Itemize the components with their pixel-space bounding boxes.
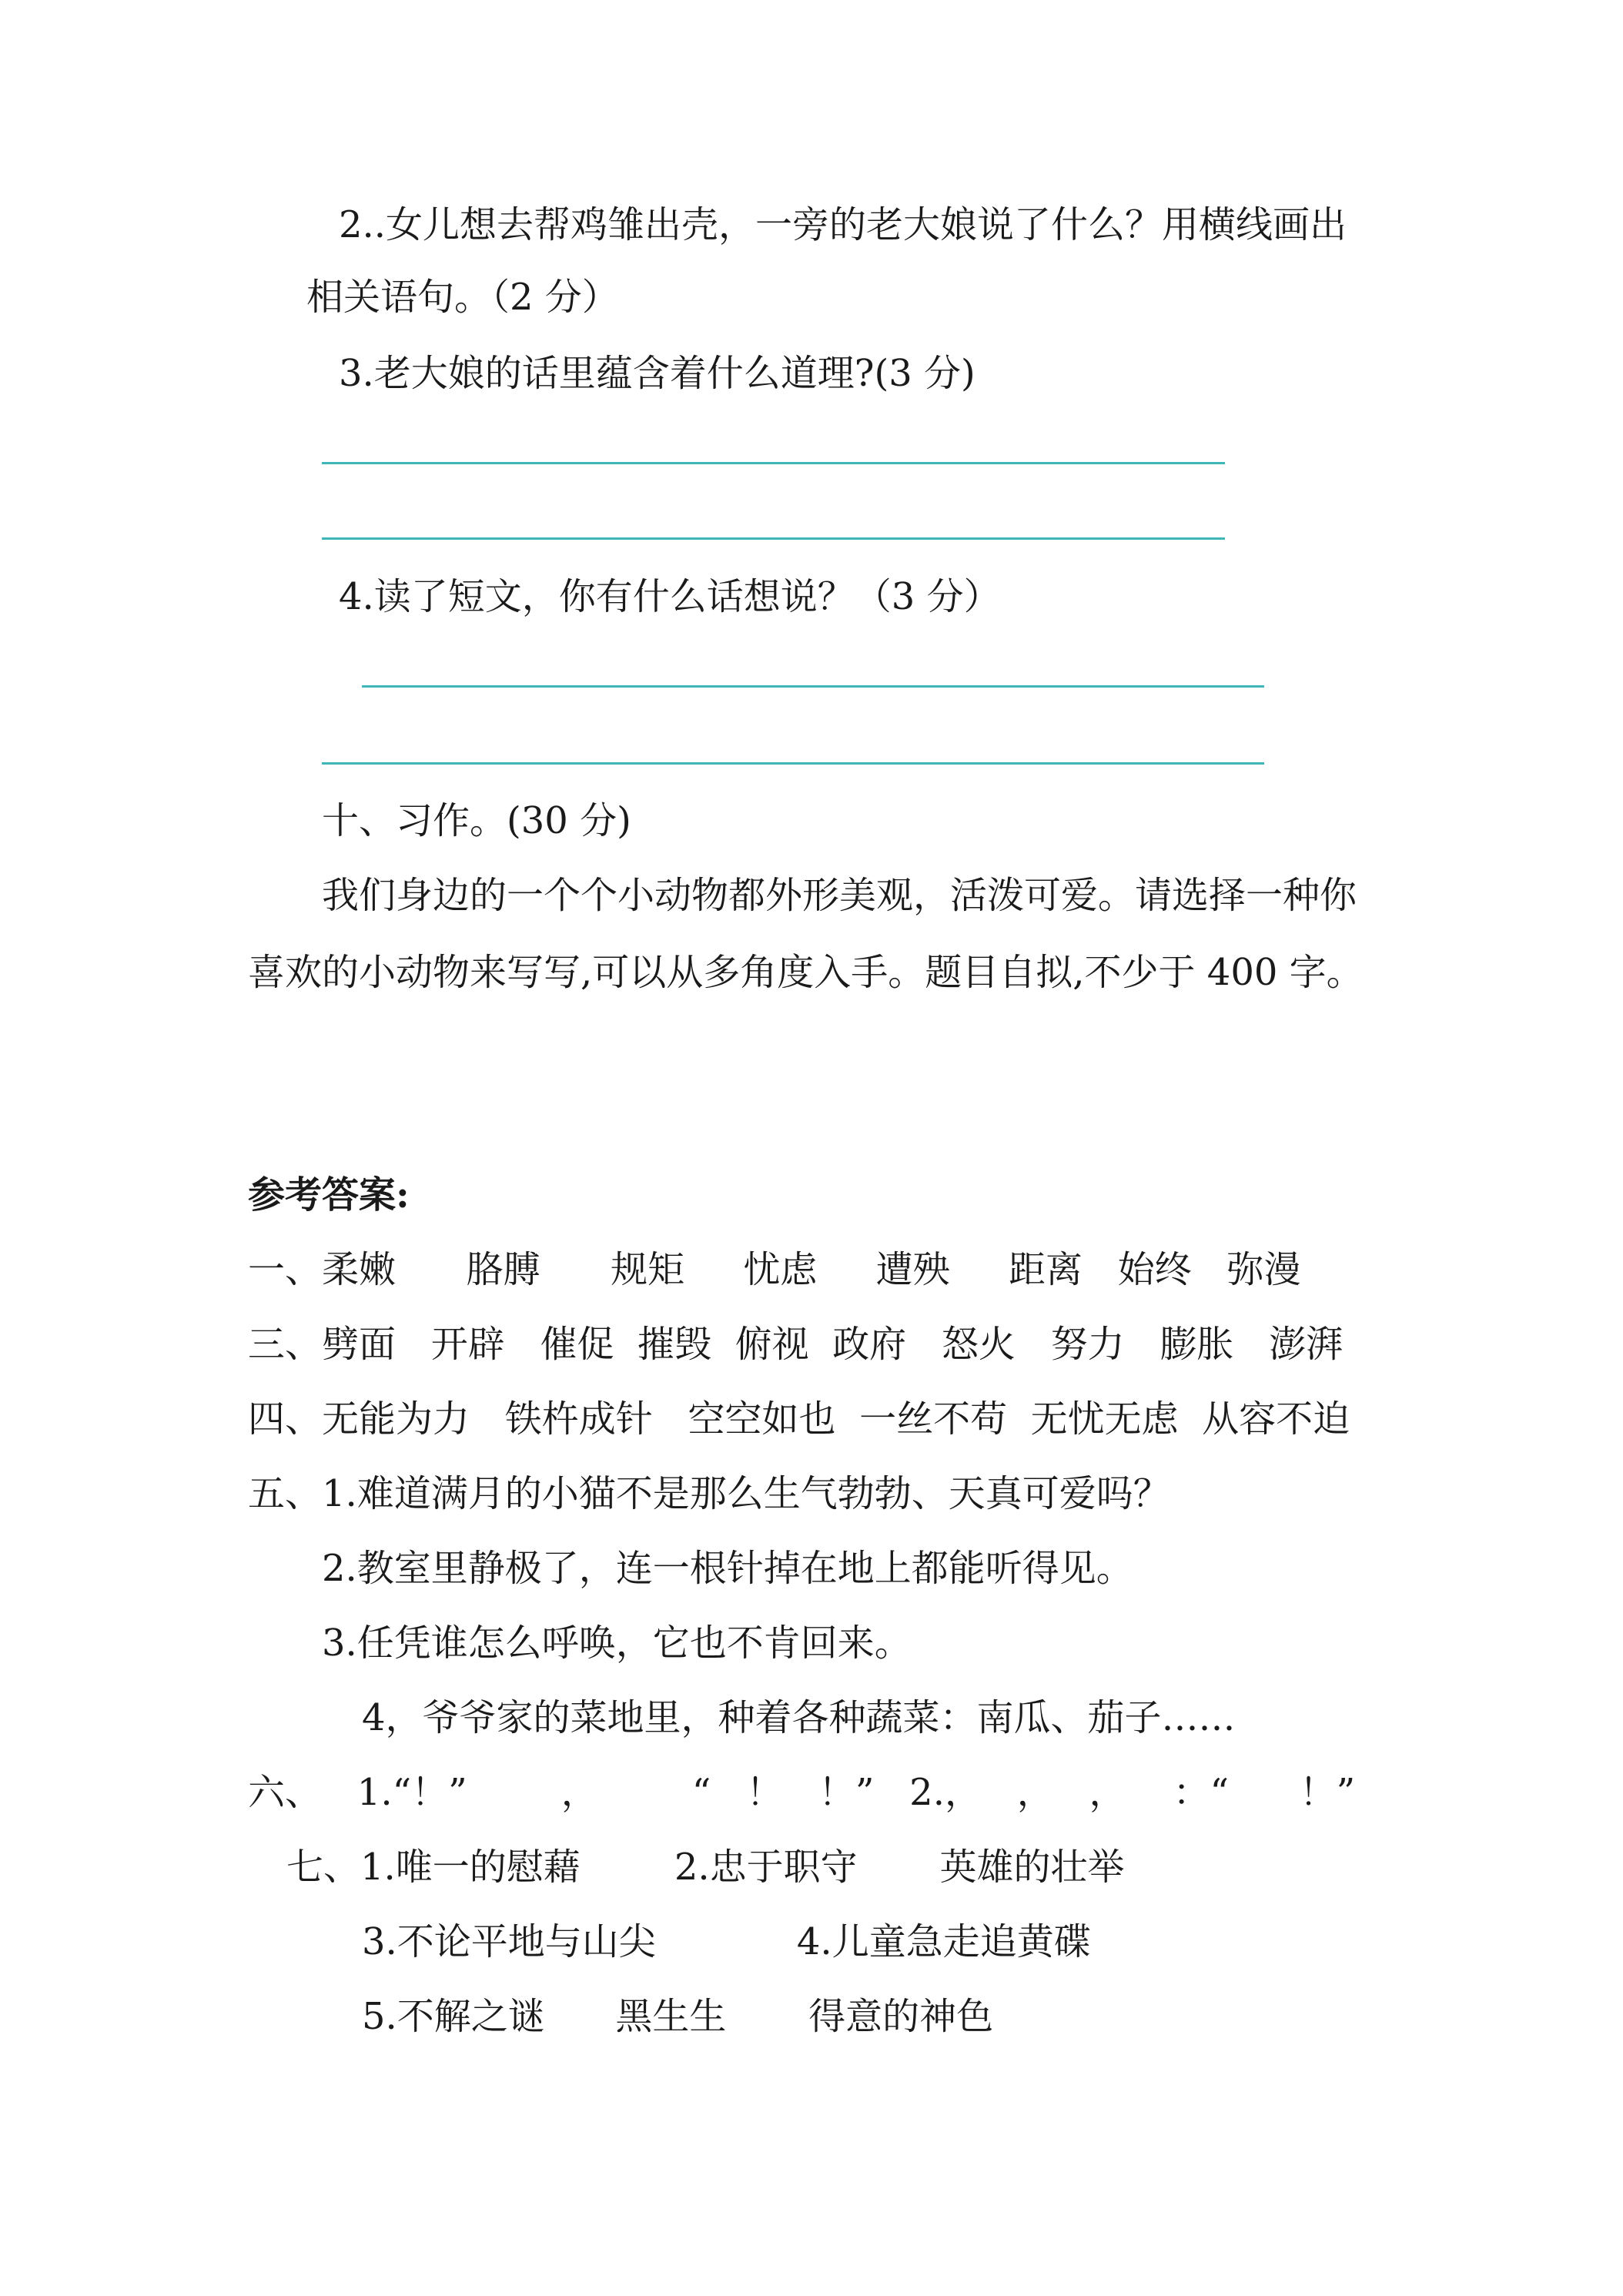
answer-section-5-3: 3.任凭谁怎么呼唤，它也不肯回来。 bbox=[322, 1622, 912, 1665]
answer-line-q4-1[interactable] bbox=[362, 685, 1264, 688]
answer-section-4: 四、无能为力 铁杵成针 空空如也 一丝不苟 无忧无虑 从容不迫 bbox=[248, 1397, 1350, 1441]
answer-section-5-1: 五、1.难道满月的小猫不是那么生气勃勃、天真可爱吗？ bbox=[248, 1472, 1170, 1515]
answer-line-q4-2[interactable] bbox=[322, 762, 1264, 765]
writing-heading: 十、习作。(30 分) bbox=[322, 799, 631, 842]
answer-section-5-4: 4，爷爷家的菜地里，种着各种蔬菜：南瓜、茄子…… bbox=[362, 1696, 1236, 1739]
question-4: 4.读了短文，你有什么话想说？（3 分） bbox=[339, 575, 1001, 618]
answer-section-6: 六、 1.“！” ， “ ！ ！” 2.， ， ， ：“ ！” bbox=[248, 1771, 1356, 1814]
answer-section-1: 一、柔嫩 胳膊 规矩 忧虑 遭殃 距离 始终 弥漫 bbox=[248, 1248, 1301, 1291]
answer-section-7-3: 5.不解之谜 黑生生 得意的神色 bbox=[362, 1995, 994, 2038]
answer-section-3: 三、劈面 开辟 催促 摧毁 俯视 政府 怒火 努力 膨胀 澎湃 bbox=[248, 1323, 1344, 1366]
answer-section-7-2: 3.不论平地与山尖 4.儿童急走追黄碟 bbox=[362, 1920, 1091, 1963]
question-2-line-2: 相关语句。（2 分） bbox=[306, 276, 619, 319]
question-2-line-1: 2..女儿想去帮鸡雏出壳，一旁的老大娘说了什么？用横线画出 bbox=[339, 203, 1347, 246]
answer-line-q3-2[interactable] bbox=[322, 537, 1225, 540]
writing-prompt-line-1: 我们身边的一个个小动物都外形美观，活泼可爱。请选择一种你 bbox=[322, 874, 1357, 917]
answer-section-5-2: 2.教室里静极了，连一根针掉在地上都能听得见。 bbox=[322, 1547, 1133, 1590]
answers-title: 参考答案: bbox=[248, 1173, 410, 1217]
writing-prompt-line-2: 喜欢的小动物来写写,可以从多角度入手。题目自拟,不少于 400 字。 bbox=[248, 951, 1364, 994]
question-3: 3.老大娘的话里蕴含着什么道理?(3 分) bbox=[339, 352, 975, 395]
answer-section-7-1: 七、1.唯一的慰藉 2.忠于职守 英雄的壮举 bbox=[286, 1846, 1125, 1889]
answer-line-q3-1[interactable] bbox=[322, 462, 1225, 464]
